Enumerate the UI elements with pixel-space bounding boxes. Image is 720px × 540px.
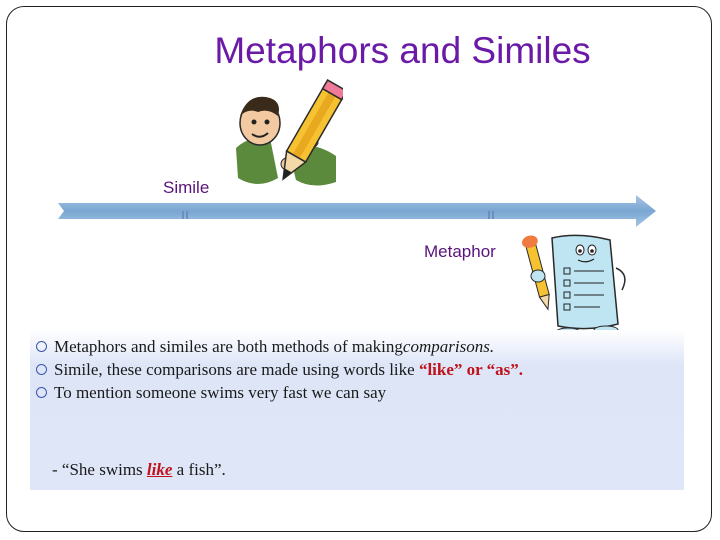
bullet-text: To mention someone swims very fast we can say [54,383,387,402]
bullet-emphasis: comparisons. [402,337,495,356]
bullet-emphasis: “like” or “as”. [418,360,524,379]
bullet-text: Simile, these comparisons are made using words like [54,360,419,379]
bullet-list [36,335,523,404]
bullet-circle-icon [36,341,47,352]
example-like-word: like [146,460,173,479]
timeline-arrow [58,193,658,229]
slide-title: Metaphors and Similes [214,30,591,71]
checklist-paper-icon [518,228,638,340]
bullet-text: Metaphors and similes are both methods of making [54,337,403,356]
bullet-circle-icon [36,364,47,375]
simile-label: Simile [163,178,210,197]
bullet-item [36,381,523,404]
bullet-item [36,358,523,381]
man-with-pencil-icon [218,78,343,203]
bullet-item [36,335,523,358]
bullet-circle-icon [36,387,47,398]
example-sentence: - “She swims like a fish”. [52,460,226,479]
metaphor-label: Metaphor [424,242,496,261]
